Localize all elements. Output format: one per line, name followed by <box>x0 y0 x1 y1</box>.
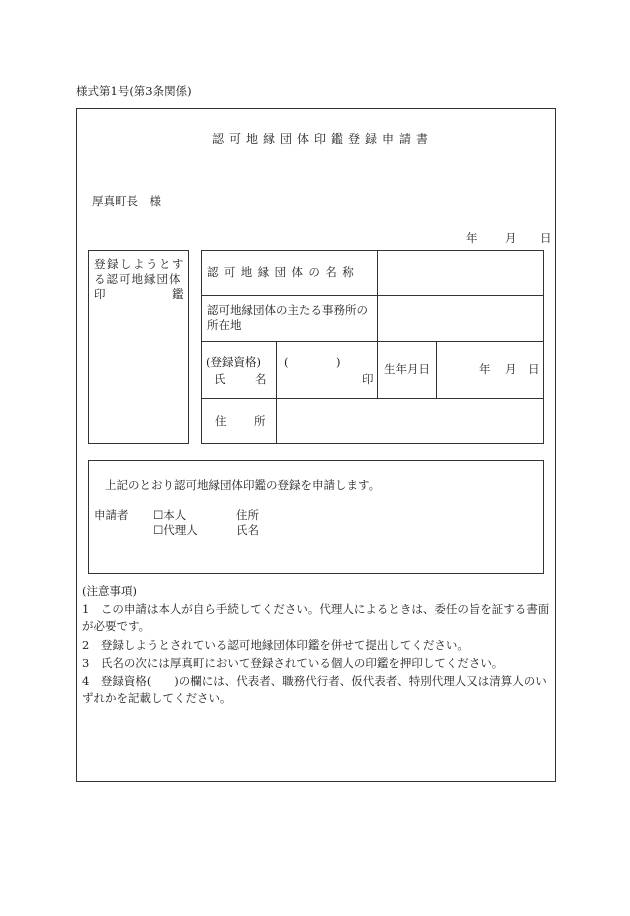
applicant-name-field[interactable] <box>280 370 360 390</box>
checkbox-self[interactable]: ☐本人 <box>153 508 187 522</box>
address-label-b: 所 <box>254 414 266 428</box>
qualification-field[interactable] <box>292 352 334 368</box>
table-col-divider <box>377 250 378 398</box>
seal-box-label-line3a: 印 <box>94 287 106 301</box>
office-location-label-line1: 認可地縁団体の主たる事務所の <box>207 303 368 317</box>
qualification-label: (登録資格) <box>206 355 261 369</box>
birthdate-label: 生年月日 <box>384 362 430 376</box>
office-location-label-line2: 所在地 <box>207 318 242 332</box>
qualification-paren-open: ( <box>284 355 289 369</box>
applicant-name-label: 氏名 <box>236 523 259 537</box>
date-day: 日 <box>540 231 552 245</box>
date-year: 年 <box>466 231 478 245</box>
note-item-3: 3 氏名の次には厚真町において登録されている個人の印鑑を押印してください。 <box>82 656 504 670</box>
seal-box-label-line1: 登録しようとす <box>94 257 185 271</box>
birth-day: 日 <box>528 362 540 376</box>
notes-heading: (注意事項) <box>82 584 137 598</box>
seal-box-label-line3b: 鑑 <box>172 287 184 301</box>
seal-box-label-line2: る認可地縁団体 <box>94 272 182 286</box>
application-statement: 上記のとおり認可地縁団体印鑑の登録を申請します。 <box>105 478 381 492</box>
applicant-address-label: 住所 <box>236 508 259 522</box>
table-row-divider <box>201 341 544 342</box>
seal-mark: 印 <box>362 372 374 386</box>
birth-month: 月 <box>505 362 517 376</box>
qualification-paren-close: ) <box>336 355 341 369</box>
group-name-field[interactable] <box>379 252 542 294</box>
shimei-label-b: 名 <box>255 372 267 386</box>
address-field[interactable] <box>279 400 542 442</box>
table-col-divider <box>276 341 277 444</box>
note-item-4: 4 登録資格( )の欄には、代表者、職務代行者、仮代表者、特別代理人又は清算人のいずれかを記載してください。 <box>82 674 547 705</box>
note-item-2: 2 登録しようとされている認可地縁団体印鑑を併せて提出してください。 <box>82 638 469 652</box>
address-label-a: 住 <box>215 414 227 428</box>
office-location-field[interactable] <box>379 297 542 340</box>
table-row-divider <box>201 398 544 399</box>
birthdate-field[interactable] <box>440 344 542 396</box>
note-item-1: 1 この申請は本人が自ら手続してください。代理人によるときは、委任の旨を証する書面が必要です。 <box>82 602 550 633</box>
checkbox-agent[interactable]: ☐代理人 <box>153 523 198 537</box>
form-title: 認可地縁団体印鑑登録申請書 <box>212 132 434 146</box>
table-col-divider <box>436 341 437 398</box>
date-month: 月 <box>505 231 517 245</box>
table-row-divider <box>201 295 544 296</box>
addressee: 厚真町長 様 <box>92 194 161 208</box>
form-number-header: 様式第1号(第3条関係) <box>76 84 192 98</box>
shimei-label-a: 氏 <box>214 372 226 386</box>
group-name-label: 認可地縁団体の名称 <box>207 265 360 279</box>
birth-year: 年 <box>479 362 491 376</box>
applicant-label: 申請者 <box>94 508 129 522</box>
